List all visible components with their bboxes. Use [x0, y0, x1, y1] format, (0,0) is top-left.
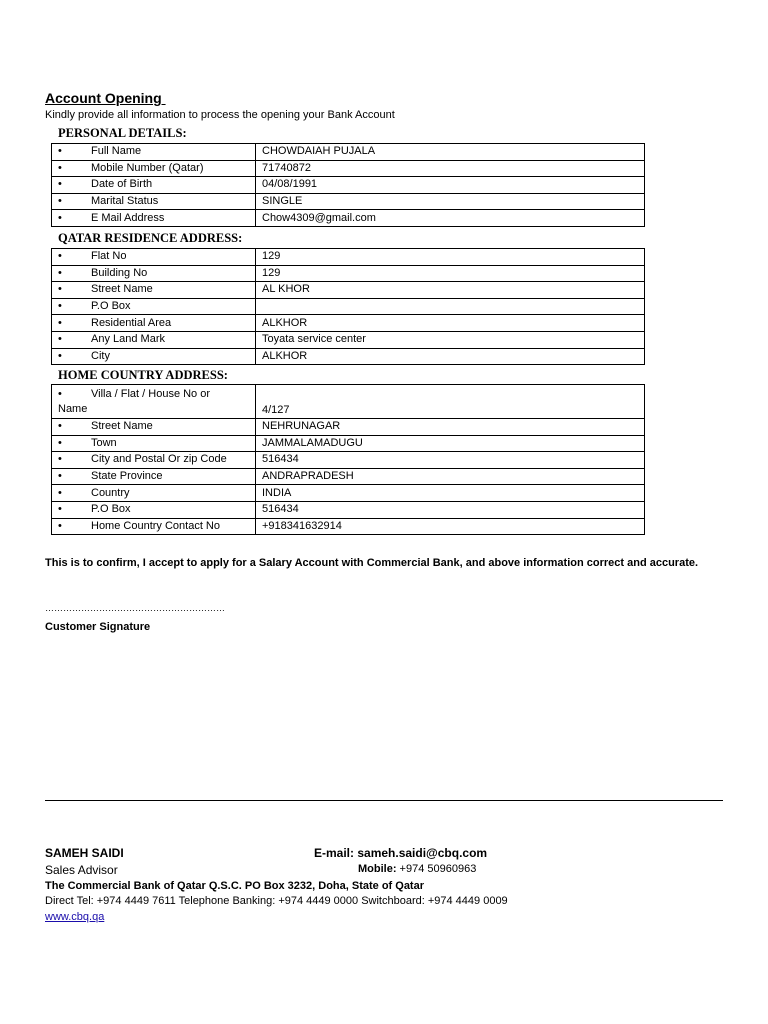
table-row — [52, 331, 645, 348]
footer-divider — [45, 800, 723, 801]
field-value: CHOWDAIAH PUJALA — [256, 144, 645, 161]
field-label: • City — [52, 348, 256, 365]
bank-address: The Commercial Bank of Qatar Q.S.C. PO Box 3232, Doha, State of Qatar — [45, 880, 424, 892]
table-row — [52, 348, 645, 365]
bullet-icon: • — [58, 349, 62, 362]
advisor-name: SAMEH SAIDI — [45, 846, 124, 860]
field-label: • Country — [52, 485, 256, 502]
field-value: 129 — [256, 265, 645, 282]
field-label: • Date of Birth — [52, 177, 256, 194]
field-value: ALKHOR — [256, 348, 645, 365]
table-row — [52, 485, 645, 502]
field-label: • Full Name — [52, 144, 256, 161]
field-label: • Marital Status — [52, 193, 256, 210]
table-row — [52, 249, 645, 266]
table-row — [52, 385, 645, 419]
field-label: • Home Country Contact No — [52, 518, 256, 535]
field-label: • State Province — [52, 468, 256, 485]
field-value: ALKHOR — [256, 315, 645, 332]
field-value: ANDRAPRADESH — [256, 468, 645, 485]
bullet-icon: • — [58, 195, 62, 208]
advisor-email: E-mail: sameh.saidi@cbq.com — [314, 846, 488, 860]
table-row — [52, 177, 645, 194]
bullet-icon: • — [58, 161, 62, 174]
field-value: 129 — [256, 249, 645, 266]
field-label: • City and Postal Or zip Code — [52, 452, 256, 469]
field-label: • Building No — [52, 265, 256, 282]
field-label: • P.O Box — [52, 298, 256, 315]
bullet-icon: • — [58, 420, 62, 433]
field-label: • Mobile Number (Qatar) — [52, 160, 256, 177]
bullet-icon: • — [58, 470, 62, 483]
field-label: • Villa / Flat / House No or Name — [52, 385, 256, 419]
bullet-icon: • — [58, 266, 62, 279]
website-link[interactable]: www.cbq.qa — [45, 911, 105, 923]
bullet-icon: • — [58, 519, 62, 532]
table-row — [52, 518, 645, 535]
table-row — [52, 282, 645, 299]
signature-line: …………………………………………………… — [45, 603, 225, 613]
table-row — [52, 210, 645, 227]
bullet-icon: • — [58, 333, 62, 346]
qatar-address-heading: QATAR RESIDENCE ADDRESS: — [58, 231, 243, 245]
page-title: Account Opening — [45, 90, 166, 106]
field-value: +918341632914 — [256, 518, 645, 535]
table-row — [52, 452, 645, 469]
field-value: Chow4309@gmail.com — [256, 210, 645, 227]
qatar-address-table — [51, 248, 645, 365]
bullet-icon: • — [58, 387, 62, 400]
field-label: • Residential Area — [52, 315, 256, 332]
field-label: • Flat No — [52, 249, 256, 266]
bullet-icon: • — [58, 503, 62, 516]
field-value: 04/08/1991 — [256, 177, 645, 194]
field-label: • Street Name — [52, 282, 256, 299]
table-row — [52, 419, 645, 436]
field-value: AL KHOR — [256, 282, 645, 299]
field-value: NEHRUNAGAR — [256, 419, 645, 436]
field-label: • Any Land Mark — [52, 331, 256, 348]
field-value: 516434 — [256, 501, 645, 518]
table-row — [52, 435, 645, 452]
field-value: 516434 — [256, 452, 645, 469]
table-row — [52, 160, 645, 177]
personal-details-heading: PERSONAL DETAILS: — [58, 126, 187, 140]
field-label: • P.O Box — [52, 501, 256, 518]
field-value — [256, 298, 645, 315]
field-value: JAMMALAMADUGU — [256, 435, 645, 452]
home-address-table — [51, 384, 645, 535]
home-address-heading: HOME COUNTRY ADDRESS: — [58, 368, 228, 382]
table-row — [52, 315, 645, 332]
table-row — [52, 501, 645, 518]
bullet-icon: • — [58, 316, 62, 329]
table-row — [52, 265, 645, 282]
bullet-icon: • — [58, 453, 62, 466]
personal-details-table — [51, 143, 645, 227]
field-value: Toyata service center — [256, 331, 645, 348]
bullet-icon: • — [58, 250, 62, 263]
bullet-icon: • — [58, 300, 62, 313]
advisor-role: Sales Advisor — [45, 863, 118, 877]
field-value: SINGLE — [256, 193, 645, 210]
bullet-icon: • — [58, 145, 62, 158]
intro-text: Kindly provide all information to process the opening your Bank Account — [45, 109, 395, 121]
confirmation-text: This is to confirm, I accept to apply for a Salary Account with Commercial Bank, and above information correct and accurate. — [45, 557, 699, 569]
field-value: 71740872 — [256, 160, 645, 177]
field-label: • Town — [52, 435, 256, 452]
bank-phone-numbers: Direct Tel: +974 4449 7611 Telephone Banking: +974 4449 0000 Switchboard: +974 4449 0009 — [45, 895, 508, 907]
field-label: • Street Name — [52, 419, 256, 436]
signature-label: Customer Signature — [45, 621, 151, 633]
bullet-icon: • — [58, 211, 62, 224]
field-value: INDIA — [256, 485, 645, 502]
field-label: • E Mail Address — [52, 210, 256, 227]
bullet-icon: • — [58, 283, 62, 296]
table-row — [52, 193, 645, 210]
bullet-icon: • — [58, 486, 62, 499]
bullet-icon: • — [58, 436, 62, 449]
field-value: 4/127 — [256, 385, 645, 419]
bullet-icon: • — [58, 178, 62, 191]
table-row — [52, 468, 645, 485]
advisor-mobile: Mobile: +974 50960963 — [358, 863, 477, 875]
table-row — [52, 298, 645, 315]
table-row — [52, 144, 645, 161]
